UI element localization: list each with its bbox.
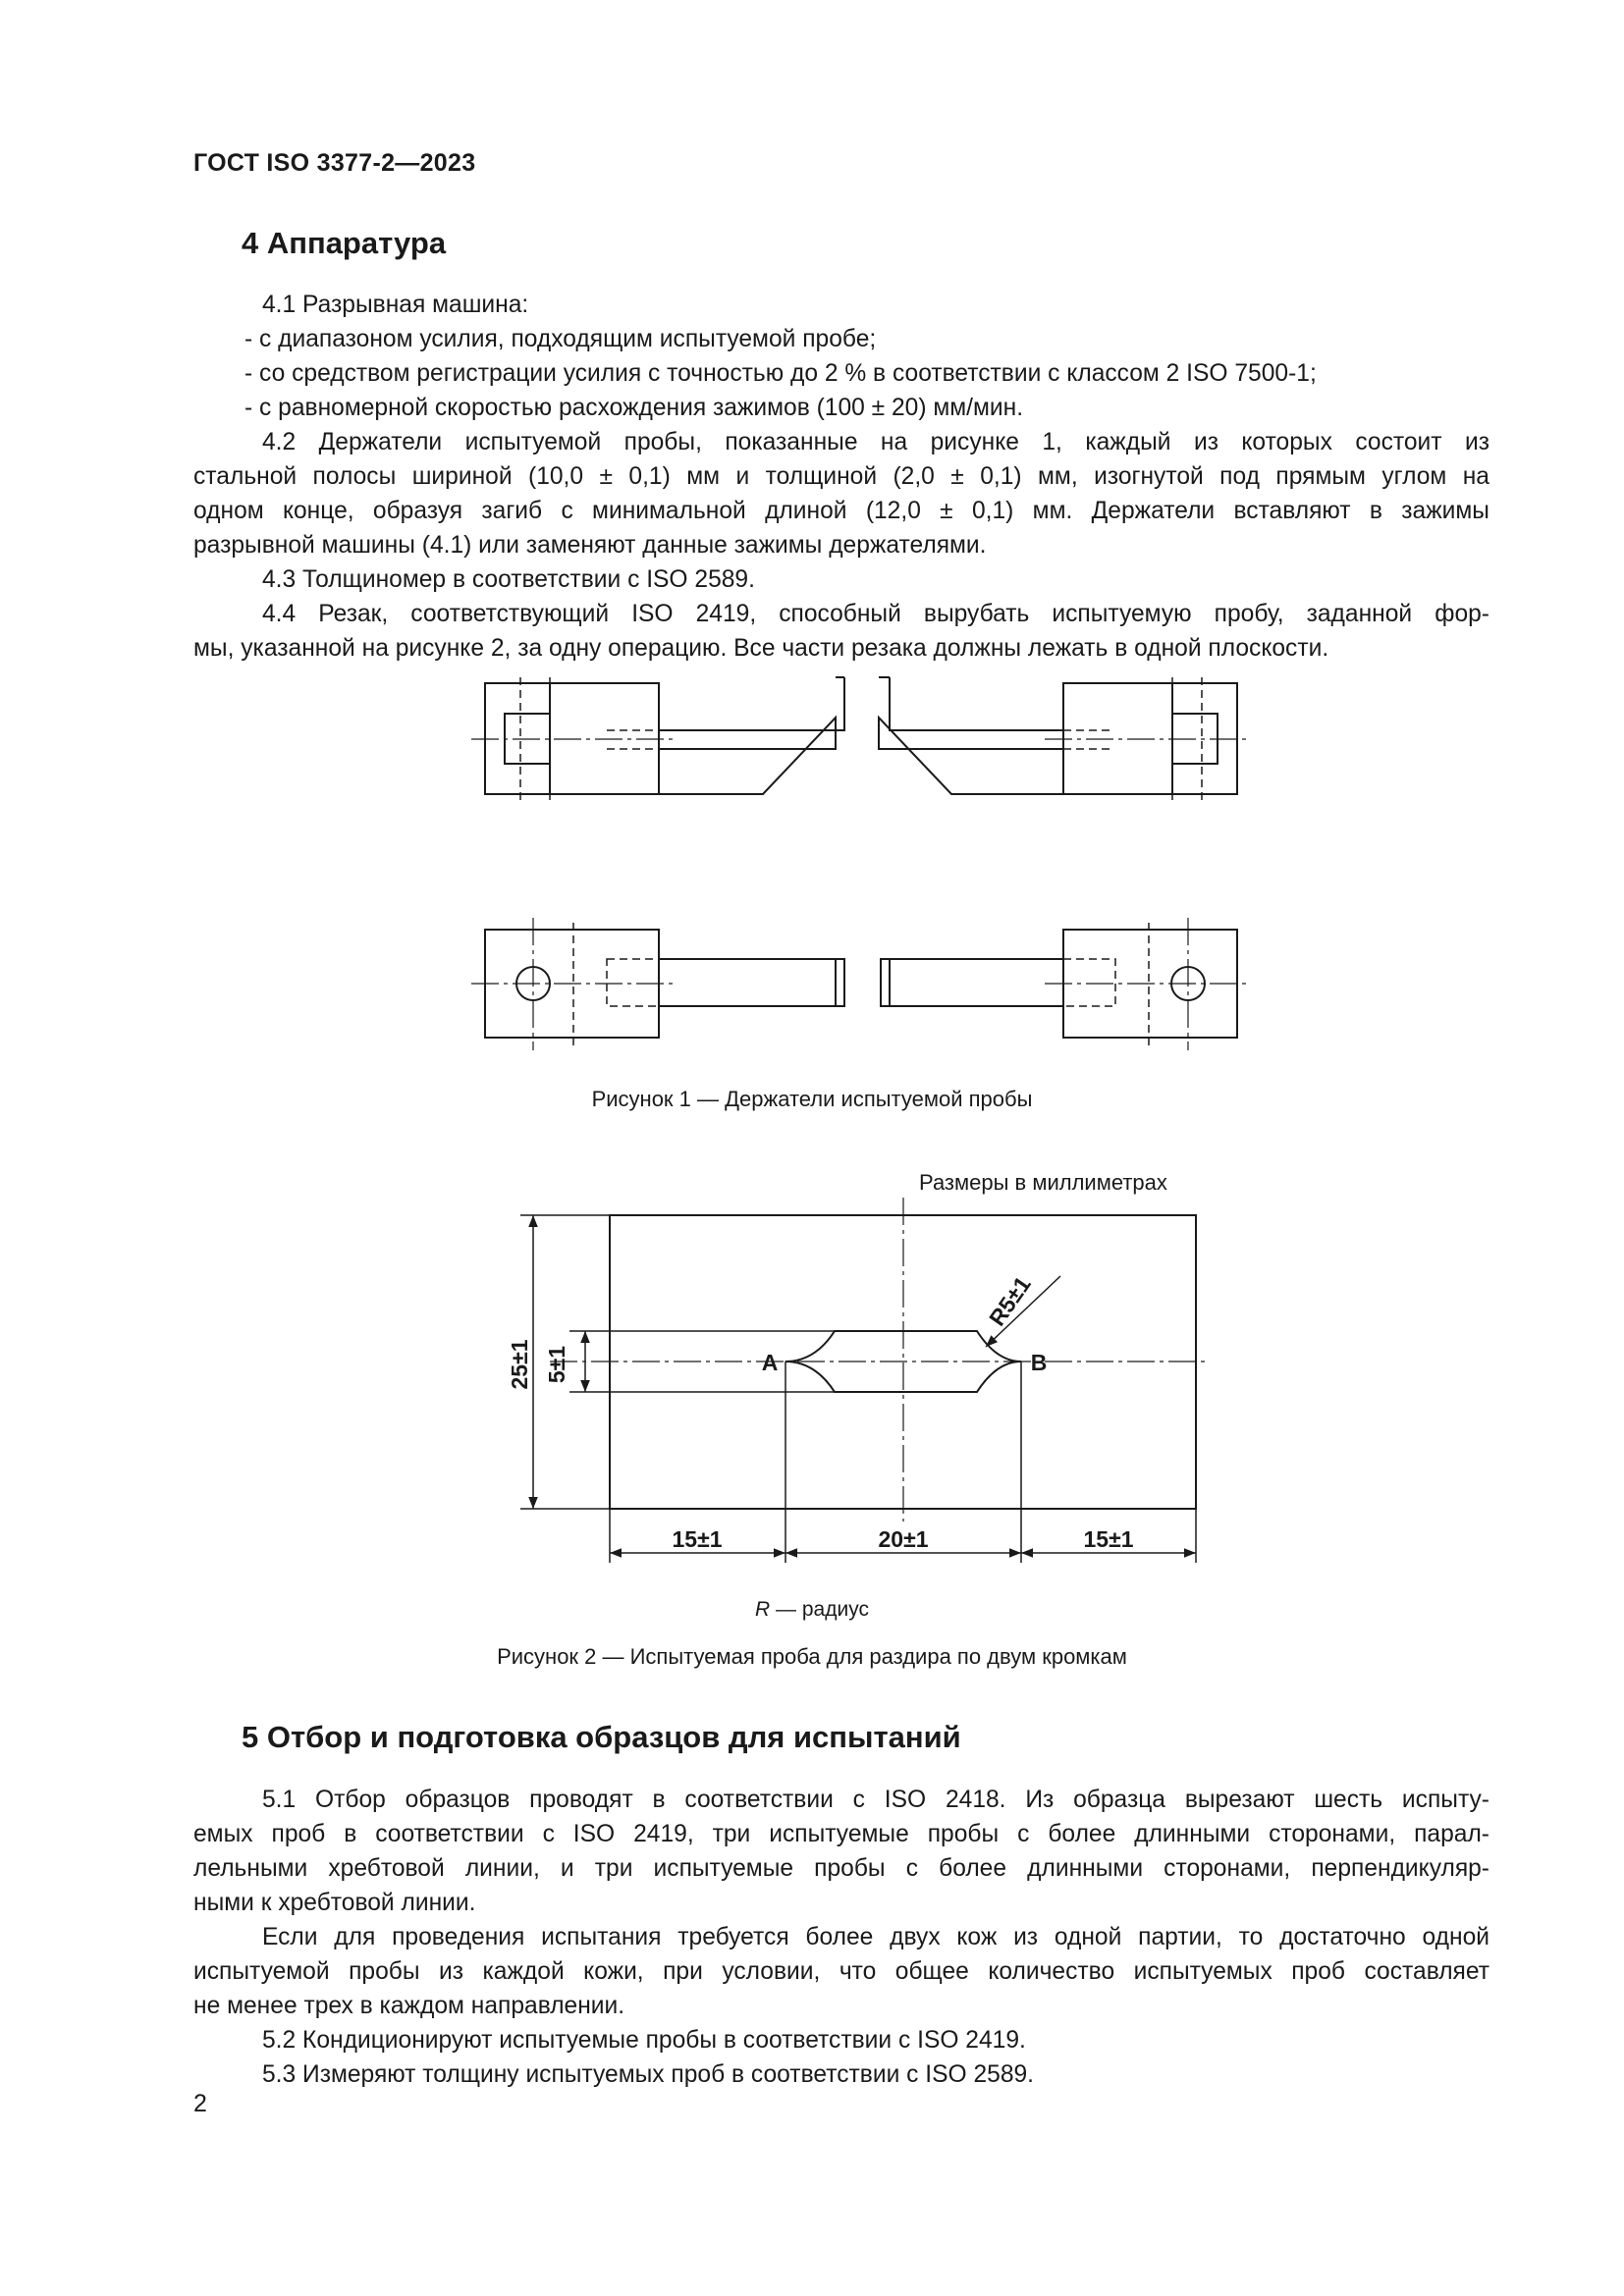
dim-right-label: 15±1 <box>1083 1526 1134 1552</box>
point-b-label: B <box>1030 1350 1048 1375</box>
dim-slot-label: 5±1 <box>544 1345 569 1384</box>
figure-2-caption: Рисунок 2 — Испытуемая проба для раздира по двум кромкам <box>497 1644 1127 1669</box>
legend-r-text: — радиус <box>776 1598 869 1621</box>
dim-height-label: 25±1 <box>507 1339 532 1390</box>
section-5-body <box>193 1783 1489 2092</box>
page-number: 2 <box>193 2090 207 2117</box>
figure-2-units-note: Размеры в миллиметрах <box>919 1170 1167 1195</box>
point-a-label: A <box>761 1350 779 1375</box>
para-4-3: 4.3 Толщиномер в соответствии с ISO 2589. <box>262 566 755 593</box>
dim-mid-label: 20±1 <box>878 1526 929 1552</box>
para-5-1-line-1: 5.1 Отбор образцов проводят в соответствии с ISO 2418. Из образца вырезают шесть испыту- <box>262 1787 1489 1813</box>
dash-item-3: - с равномерной скоростью расхождения зажимов (100 ± 20) мм/мин. <box>244 395 1024 421</box>
dim-left-label: 15±1 <box>672 1526 723 1552</box>
para-4-2-line-3: одном конце, образуя загиб с минимальной длиной (12,0 ± 0,1) мм. Держатели вставляют в зажимы <box>193 498 1489 524</box>
para-4-2-line-4: разрывной машины (4.1) или заменяют данные зажимы держателями. <box>193 532 987 559</box>
para-5-1-line-3: лельными хребтовой линии, и три испытуемые пробы с более длинными сторонами, перпендикуляр- <box>193 1855 1489 1882</box>
para-5-1b-line-1: Если для проведения испытания требуется более двух кож из одной партии, то достаточно одной <box>262 1924 1489 1950</box>
figure-2-legend <box>0 1598 1624 1622</box>
para-4-1: 4.1 Разрывная машина: <box>262 292 529 318</box>
dash-item-1: - с диапазоном усилия, подходящим испытуемой пробе; <box>244 326 877 352</box>
section-4-title: 4 Аппаратура <box>242 226 447 260</box>
dim-radius-label: R5±1 <box>984 1271 1036 1331</box>
document-header: ГОСТ ISO 3377-2—2023 <box>193 149 476 177</box>
legend-r-symbol: R <box>755 1598 771 1621</box>
section-5-title: 5 Отбор и подготовка образцов для испытаний <box>242 1720 961 1754</box>
para-4-4-line-2: мы, указанной на рисунке 2, за одну операцию. Все части резака должны лежать в одной плоскости. <box>193 635 1329 662</box>
figure-1-caption: Рисунок 1 — Держатели испытуемой пробы <box>591 1087 1033 1111</box>
para-4-4-line-1: 4.4 Резак, соответствующий ISO 2419, способный вырубать испытуемую пробу, заданной фор- <box>262 601 1489 627</box>
para-5-1b-line-2: испытуемой пробы из каждой кожи, при условии, что общее количество испытуемых проб составляет <box>193 1958 1489 1985</box>
para-5-3: 5.3 Измеряют толщину испытуемых проб в соответствии с ISO 2589. <box>262 2061 1035 2088</box>
para-5-1b-line-3: не менее трех в каждом направлении. <box>193 1993 625 2019</box>
para-4-2-line-1: 4.2 Держатели испытуемой пробы, показанные на рисунке 1, каждый из которых состоит из <box>262 429 1489 455</box>
para-4-2-line-2: стальной полосы шириной (10,0 ± 0,1) мм и толщиной (2,0 ± 0,1) мм, изогнутой под прямым углом на <box>193 463 1489 490</box>
para-5-2: 5.2 Кондиционируют испытуемые пробы в соответствии с ISO 2419. <box>262 2027 1026 2054</box>
para-5-1-line-2: емых проб в соответствии с ISO 2419, три испытуемые пробы с более длинными сторонами, парал- <box>193 1821 1489 1847</box>
para-5-1-line-4: ными к хребтовой линии. <box>193 1890 476 1916</box>
dash-item-2: - со средством регистрации усилия с точностью до 2 % в соответствии с классом 2 ISO 7500-1; <box>244 360 1317 387</box>
